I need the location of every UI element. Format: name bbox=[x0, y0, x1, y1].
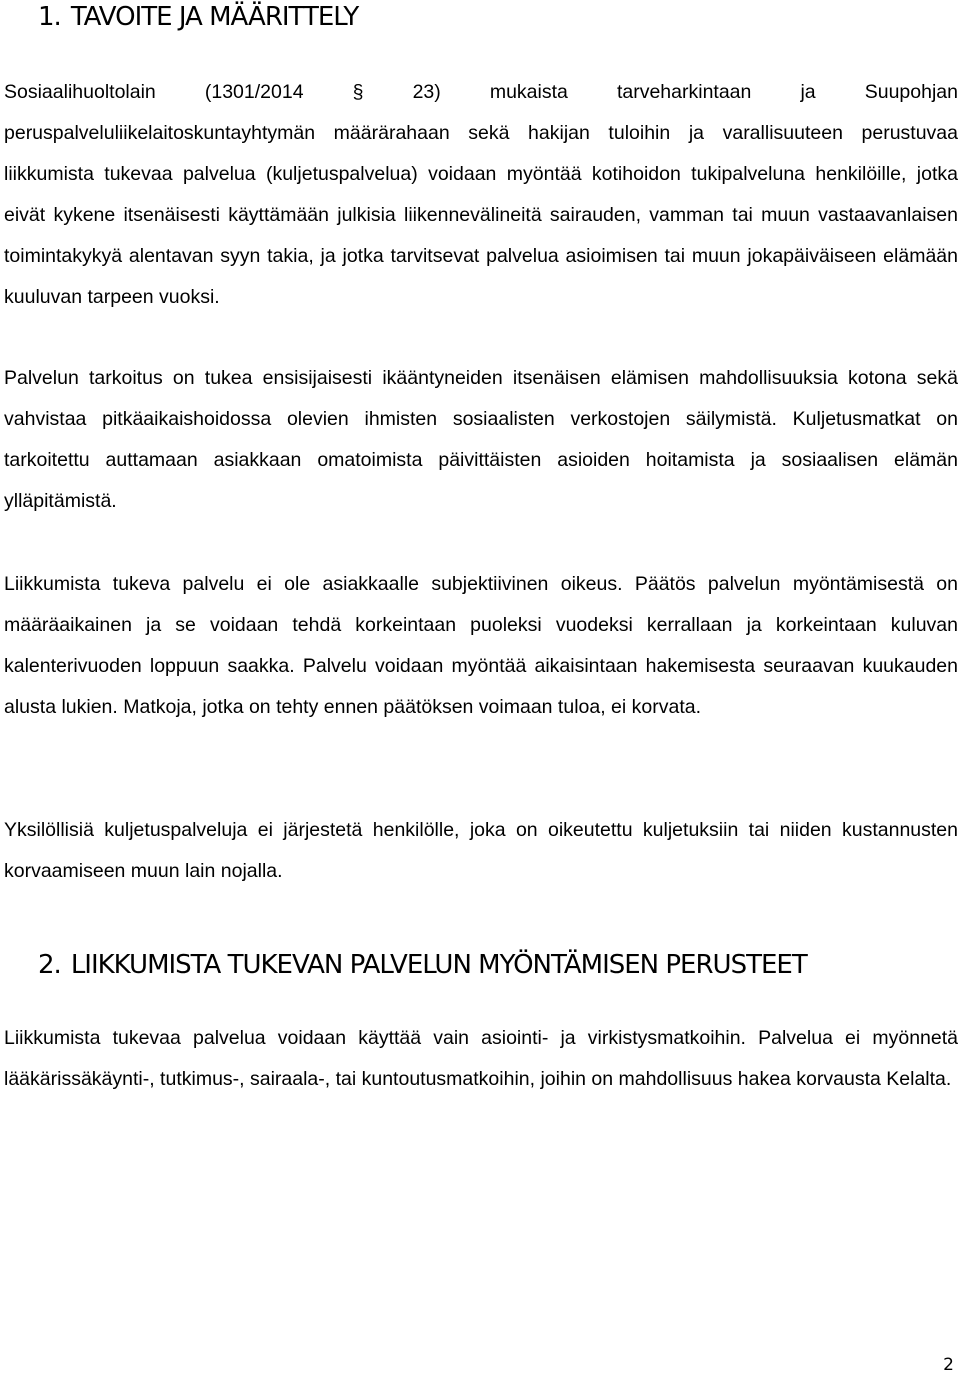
section-1-number: 1. bbox=[38, 2, 61, 32]
page-number: 2 bbox=[943, 1355, 954, 1375]
section-2-paragraph-1: Liikkumista tukevaa palvelua voidaan käyttää vain asiointi- ja virkistysmatkoihin. Palvelua ei myönnetä lääkärissäkäynti-, tutkimus-, sairaala-, tai kuntoutusmatkoihin, joihin on mahdollisuus hakea korvausta Kelalta. bbox=[4, 1027, 958, 1090]
section-2-title: LIIKKUMISTA TUKEVAN PALVELUN MYÖNTÄMISEN PERUSTEET bbox=[70, 950, 807, 980]
section-1-paragraph-2: Palvelun tarkoitus on tukea ensisijaisesti ikääntyneiden itsenäisen elämisen mahdollisuuksia kotona sekä vahvistaa pitkäaikaishoidossa olevien ihmisten sosiaalisten verkostojen säilymistä. Kuljetusmatkat on tarkoitettu auttamaan asiakkaan omatoimista päivittäisten asioiden hoitamista ja sosiaalisen elämän ylläpitämistä. bbox=[4, 367, 958, 512]
section-2-heading bbox=[38, 952, 807, 978]
section-1-paragraph-4: Yksilöllisiä kuljetuspalveluja ei järjestetä henkilölle, joka on oikeutettu kuljetuksiin tai niiden kustannusten korvaamiseen muun lain nojalla. bbox=[4, 819, 958, 882]
section-1-paragraph-1: Sosiaalihuoltolain (1301/2014 § 23) mukaista tarveharkintaan ja Suupohjan peruspalveluliikelaitoskuntayhtymän määrärahaan sekä hakijan tuloihin ja varallisuuteen perustuvaa liikkumista tukevaa palvelua (kuljetuspalvelua) voidaan myöntää kotihoidon tukipalveluna henkilöille, jotka eivät kykene itsenäisesti käyttämään julkisia liikennevälineitä sairauden, vamman tai muun vastaavanlaisen toimintakykyä alentavan syyn takia, ja jotka tarvitsevat palvelua asioimisen tai muun jokapäiväiseen elämään kuuluvan tarpeen vuoksi. bbox=[4, 81, 958, 308]
section-1-paragraph-3: Liikkumista tukeva palvelu ei ole asiakkaalle subjektiivinen oikeus. Päätös palvelun myöntämisestä on määräaikainen ja se voidaan tehdä korkeintaan puoleksi vuodeksi kerrallaan ja korkeintaan kuluvan kalenterivuoden loppuun saakka. Palvelu voidaan myöntää aikaisintaan hakemisesta seuraavan kuukauden alusta lukien. Matkoja, jotka on tehty ennen päätöksen voimaan tuloa, ei korvata. bbox=[4, 573, 958, 718]
section-1-heading bbox=[38, 4, 358, 30]
section-1-title: TAVOITE JA MÄÄRITTELY bbox=[70, 2, 359, 32]
section-2-number: 2. bbox=[38, 950, 61, 980]
